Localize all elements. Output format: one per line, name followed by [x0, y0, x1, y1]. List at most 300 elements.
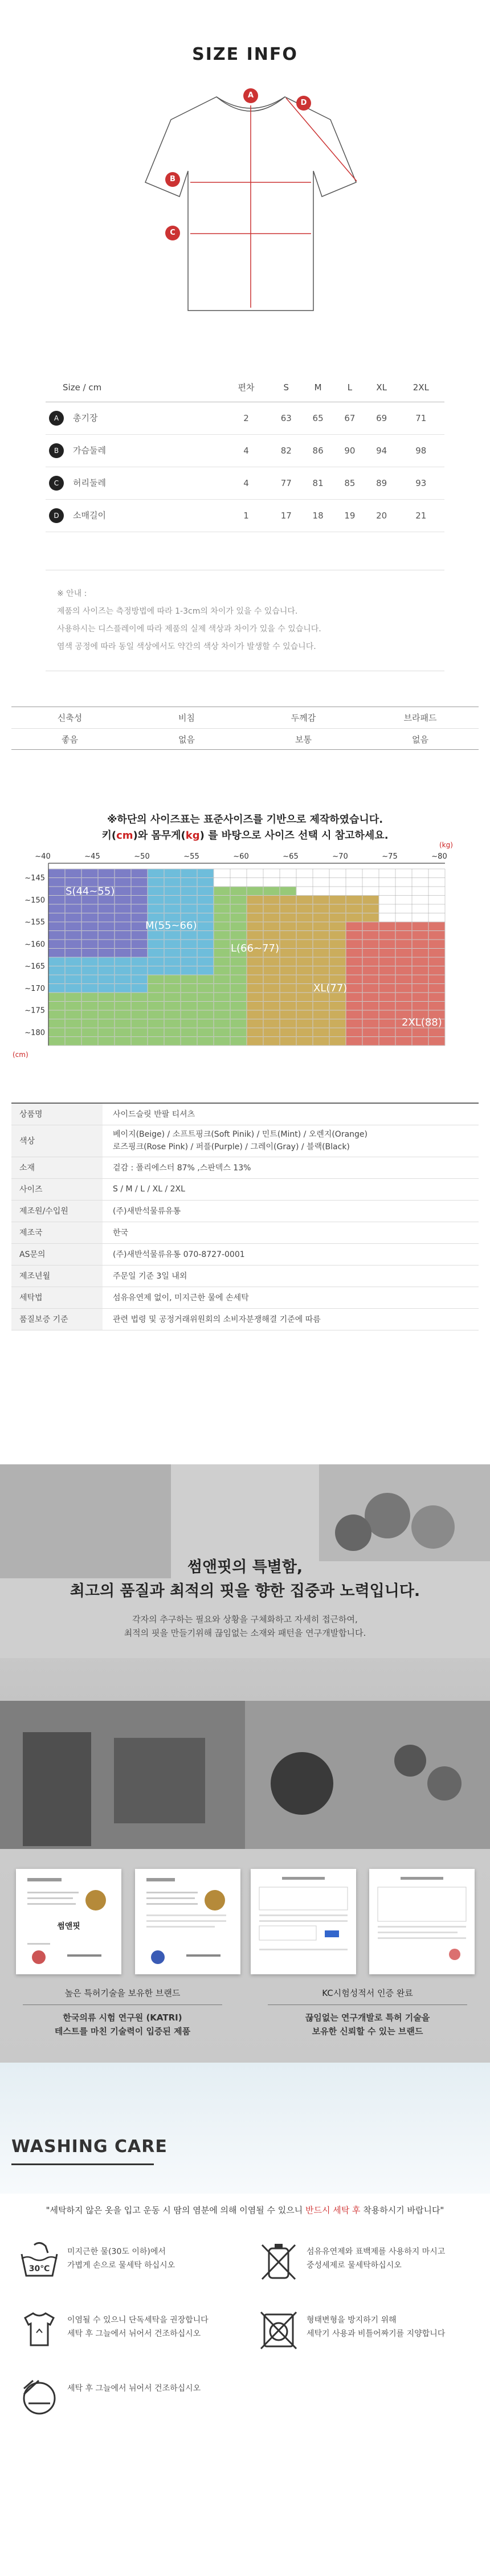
chart-cell — [395, 984, 412, 993]
wash-item-shade-dry — [17, 2376, 245, 2420]
chart-cell — [280, 966, 296, 975]
chart-cell — [48, 949, 65, 958]
chart-cell — [131, 1019, 148, 1028]
chart-cell — [362, 931, 379, 940]
y-tick-label: ~165 — [24, 962, 45, 971]
certificate-brand-name: 썸앤핏 — [57, 1922, 80, 1931]
chart-cell — [214, 1019, 230, 1028]
chart-cell — [346, 975, 362, 984]
chart-cell — [148, 966, 164, 975]
chart-cell — [346, 949, 362, 958]
brand-desc-2: 최적의 핏을 만들기위해 끊임없는 소재와 패턴을 연구개발합니다. — [124, 1628, 366, 1638]
chart-cell — [247, 993, 263, 1002]
chart-cell — [296, 975, 313, 984]
chart-cell — [181, 1002, 197, 1011]
chart-cell — [280, 1019, 296, 1028]
chart-cell — [280, 940, 296, 949]
info-value: (주)새반석물류유통 — [103, 1200, 479, 1222]
patent-caption — [0, 1987, 245, 2038]
feature-value: 없음 — [178, 734, 195, 745]
svg-text:30℃: 30℃ — [28, 2264, 50, 2273]
info-value: 겉감 : 폴리에스터 87% ,스판덱스 13% — [103, 1157, 479, 1178]
chart-cell — [395, 949, 412, 958]
chart-cell — [197, 896, 214, 905]
region-label: 2XL(88) — [402, 1016, 442, 1028]
chart-cell — [362, 904, 379, 913]
info-row — [11, 1222, 479, 1243]
cell: 67 — [334, 402, 366, 434]
kc-caption-title: KC시험성적서 인증 완료 — [322, 1988, 413, 1998]
chart-cell — [395, 1028, 412, 1037]
chart-cell — [81, 940, 98, 949]
info-row — [11, 1200, 479, 1222]
chart-cell — [115, 904, 131, 913]
chart-cell — [181, 993, 197, 1002]
chart-cell — [181, 869, 197, 878]
chart-cell — [214, 949, 230, 958]
chart-cell — [197, 904, 214, 913]
cell: 1 — [222, 499, 271, 532]
chart-cell — [131, 896, 148, 905]
wash-item-text: 미지근한 물(30도 이하)에서 가볍게 손으로 물세탁 하십시오 — [67, 2247, 175, 2270]
chart-cell — [247, 1010, 263, 1019]
chart-cell — [181, 904, 197, 913]
chart-cell — [81, 931, 98, 940]
chart-cell — [197, 966, 214, 975]
chart-cell — [65, 975, 81, 984]
chart-cell — [296, 1019, 313, 1028]
chart-cell — [148, 904, 164, 913]
info-value: 섬유유연제 없이, 미지근한 물에 손세탁 — [103, 1287, 479, 1308]
chart-cell — [197, 869, 214, 878]
chart-cell — [313, 966, 329, 975]
info-row — [11, 1265, 479, 1287]
chart-cell — [197, 1028, 214, 1037]
chart-cell — [65, 1019, 81, 1028]
chart-cell — [428, 922, 445, 931]
chart-cell — [395, 993, 412, 1002]
cell: 77 — [270, 467, 302, 499]
chart-cell — [148, 887, 164, 896]
chart-cell — [48, 1037, 65, 1046]
chart-cell — [164, 975, 181, 984]
chart-cell — [428, 949, 445, 958]
chart-cell — [115, 878, 131, 887]
chart-cell — [98, 913, 115, 922]
chart-cell — [280, 922, 296, 931]
brand-headline-2: 최고의 품질과 최적의 핏을 향한 집중과 노력입니다. — [70, 1582, 420, 1600]
chart-cell — [263, 913, 280, 922]
chart-cell — [280, 1037, 296, 1046]
chart-cell — [263, 1019, 280, 1028]
notes-heading: ※ 안내 : — [57, 589, 87, 598]
chart-cell — [48, 878, 65, 887]
chart-cell — [81, 1002, 98, 1011]
chart-cell — [65, 904, 81, 913]
chart-cell — [48, 913, 65, 922]
chart-cell — [164, 1028, 181, 1037]
chart-cell — [329, 940, 346, 949]
chart-cell — [395, 940, 412, 949]
chart-cell — [48, 887, 65, 896]
chart-cell — [115, 869, 131, 878]
chart-cell — [395, 1037, 412, 1046]
chart-cell — [81, 949, 98, 958]
y-tick-label: ~160 — [24, 940, 45, 949]
chart-cell — [48, 966, 65, 975]
chart-cell — [296, 984, 313, 993]
chart-cell — [329, 1010, 346, 1019]
chart-cell — [48, 922, 65, 931]
chart-cell — [263, 922, 280, 931]
chart-cell — [48, 869, 65, 878]
x-tick-label: ~70 — [332, 852, 348, 861]
point-a-marker: A — [243, 88, 258, 103]
chart-cell — [428, 1002, 445, 1011]
chart-cell — [247, 1028, 263, 1037]
feature-header: 두께감 — [291, 713, 316, 723]
chart-cell — [115, 1019, 131, 1028]
chart-cell — [346, 922, 362, 931]
cell: 69 — [366, 402, 398, 434]
chart-cell — [48, 904, 65, 913]
chart-cell — [263, 984, 280, 993]
row-label: 가슴둘레 — [73, 445, 106, 455]
washing-note: "세탁하지 않은 옷을 입고 운동 시 땀의 염분에 의해 이염될 수 있으니 반드시 세탁 후 착용하시기 바랍니다" — [46, 2205, 444, 2215]
chart-cell — [428, 957, 445, 966]
chart-cell — [313, 931, 329, 940]
table-row — [46, 467, 444, 499]
chart-cell — [164, 1019, 181, 1028]
chart-cell — [197, 1002, 214, 1011]
info-row — [11, 1308, 479, 1330]
chart-cell — [379, 975, 395, 984]
chart-cell — [346, 896, 362, 905]
chart-cell — [181, 1028, 197, 1037]
chart-cell — [65, 949, 81, 958]
chart-cell — [230, 993, 247, 1002]
chart-cell — [346, 1028, 362, 1037]
patent-caption-desc-2: 테스트를 마친 기술력이 입증된 제품 — [54, 2026, 191, 2036]
chart-cell — [131, 904, 148, 913]
chart-cell — [197, 993, 214, 1002]
product-info-table — [11, 1103, 479, 1330]
info-key: 상품명 — [11, 1103, 103, 1125]
chart-cell — [346, 931, 362, 940]
chart-cell — [48, 975, 65, 984]
chart-cell — [296, 940, 313, 949]
x-unit-label: (kg) — [439, 841, 453, 849]
chart-cell — [148, 869, 164, 878]
chart-cell — [362, 949, 379, 958]
chart-cell — [247, 1037, 263, 1046]
chart-cell — [247, 922, 263, 931]
point-b-marker: B — [165, 172, 180, 187]
chart-cell — [280, 913, 296, 922]
chart-cell — [230, 984, 247, 993]
chart-cell — [346, 966, 362, 975]
chart-cell — [214, 1028, 230, 1037]
chart-cell — [329, 957, 346, 966]
chart-cell — [296, 966, 313, 975]
chart-cell — [65, 1010, 81, 1019]
guide-line-1: ※하단의 사이즈표는 표준사이즈를 기반으로 제작하였습니다. — [107, 814, 383, 826]
chart-cell — [115, 896, 131, 905]
chart-cell — [362, 1002, 379, 1011]
chart-cell — [346, 1002, 362, 1011]
chart-cell — [48, 1010, 65, 1019]
wash-item-no-dryer — [256, 2308, 484, 2352]
chart-cell — [346, 957, 362, 966]
kc-test-report-1 — [251, 1869, 356, 1974]
chart-cell — [115, 887, 131, 896]
chart-cell — [214, 1037, 230, 1046]
chart-cell — [296, 922, 313, 931]
brand-headline — [0, 1556, 490, 1640]
chart-cell — [362, 896, 379, 905]
chart-cell — [131, 940, 148, 949]
info-row — [11, 1157, 479, 1178]
chart-cell — [313, 1002, 329, 1011]
chart-cell — [48, 896, 65, 905]
info-key: 제조국 — [11, 1222, 103, 1243]
x-tick-label: ~45 — [84, 852, 100, 861]
chart-cell — [48, 993, 65, 1002]
wash-item-hand-wash — [17, 2239, 245, 2284]
chart-cell — [214, 896, 230, 905]
chart-cell — [362, 922, 379, 931]
info-key: 품질보증 기준 — [11, 1308, 103, 1330]
chart-cell — [115, 993, 131, 1002]
chart-cell — [115, 966, 131, 975]
chart-cell — [329, 1037, 346, 1046]
chart-cell — [148, 1037, 164, 1046]
row-label: 허리둘레 — [73, 477, 106, 488]
chart-cell — [131, 993, 148, 1002]
chart-cell — [164, 1037, 181, 1046]
chart-cell — [65, 966, 81, 975]
chart-cell — [379, 940, 395, 949]
chart-cell — [164, 940, 181, 949]
chart-cell — [280, 957, 296, 966]
chart-cell — [48, 1002, 65, 1011]
info-row — [11, 1243, 479, 1265]
chart-cell — [164, 1010, 181, 1019]
chart-cell — [164, 887, 181, 896]
chart-cell — [247, 913, 263, 922]
header-m: M — [302, 373, 334, 402]
chart-cell — [214, 887, 230, 896]
tshirt-outline — [131, 85, 370, 325]
chart-cell — [346, 913, 362, 922]
info-value: 관련 법령 및 공정거래위원회의 소비자분쟁해결 기준에 따름 — [103, 1308, 479, 1330]
chart-cell — [329, 1028, 346, 1037]
chart-cell — [98, 1028, 115, 1037]
chart-cell — [412, 922, 428, 931]
chart-cell — [280, 904, 296, 913]
chart-cell — [247, 1002, 263, 1011]
chart-cell — [164, 904, 181, 913]
chart-cell — [412, 1002, 428, 1011]
chart-cell — [115, 1010, 131, 1019]
chart-cell — [197, 922, 214, 931]
header-size-cm: Size / cm — [46, 373, 222, 402]
table-row — [46, 499, 444, 532]
note-line: 염색 공정에 따라 동일 색상에서도 약간의 색상 차이가 발생할 수 있습니다. — [57, 642, 316, 651]
chart-cell — [296, 931, 313, 940]
chart-cell — [313, 896, 329, 905]
chart-cell — [379, 931, 395, 940]
cell: 89 — [366, 467, 398, 499]
chart-cell — [428, 1037, 445, 1046]
chart-cell — [263, 887, 280, 896]
chart-cell — [230, 1002, 247, 1011]
chart-cell — [148, 931, 164, 940]
wash-item-text: 섬유유연제와 표백제를 사용하지 마시고 중성세제로 물세탁하십시오 — [307, 2247, 446, 2270]
chart-cell — [214, 957, 230, 966]
chart-cell — [296, 1037, 313, 1046]
chart-cell — [164, 957, 181, 966]
washing-care-title — [0, 2137, 490, 2165]
chart-cell — [263, 966, 280, 975]
chart-cell — [362, 957, 379, 966]
chart-cell — [98, 975, 115, 984]
cell: 94 — [366, 434, 398, 467]
cell: 2 — [222, 402, 271, 434]
row-label: 총기장 — [73, 413, 98, 423]
chart-cell — [362, 1028, 379, 1037]
info-row — [11, 1125, 479, 1157]
info-key: AS문의 — [11, 1243, 103, 1265]
x-tick-label: ~80 — [431, 852, 447, 861]
no-dryer-icon — [256, 2308, 301, 2352]
chart-cell — [131, 1010, 148, 1019]
chart-cell — [362, 975, 379, 984]
chart-cell — [115, 931, 131, 940]
info-key: 세탁법 — [11, 1287, 103, 1308]
chart-cell — [131, 1028, 148, 1037]
patent-certificate-2 — [135, 1869, 240, 1974]
chart-cell — [280, 1010, 296, 1019]
chart-cell — [280, 975, 296, 984]
chart-cell — [197, 1010, 214, 1019]
size-guide-note — [0, 812, 490, 844]
chart-cell — [313, 940, 329, 949]
chart-cell — [214, 1002, 230, 1011]
chart-cell — [230, 1019, 247, 1028]
chart-cell — [230, 887, 247, 896]
chart-cell — [131, 984, 148, 993]
chart-cell — [181, 957, 197, 966]
kc-caption — [245, 1987, 490, 2038]
chart-cell — [65, 1002, 81, 1011]
note-line: 사용하시는 디스플레이에 따라 제품의 실제 색상과 차이가 있을 수 있습니다. — [57, 624, 321, 634]
chart-cell — [98, 869, 115, 878]
chart-cell — [48, 931, 65, 940]
wash-item-text: 이염될 수 있으니 단독세탁을 권장합니다 세탁 후 그늘에서 뉘어서 건조하십시오 — [67, 2316, 209, 2338]
chart-cell — [412, 975, 428, 984]
cell: 18 — [302, 499, 334, 532]
chart-cell — [98, 1019, 115, 1028]
chart-cell — [263, 975, 280, 984]
chart-cell — [98, 1037, 115, 1046]
chart-cell — [313, 913, 329, 922]
chart-cell — [230, 896, 247, 905]
feature-header: 브라패드 — [403, 713, 437, 723]
chart-cell — [263, 1028, 280, 1037]
kc-test-report-2 — [369, 1869, 475, 1974]
chart-cell — [197, 913, 214, 922]
cell: 93 — [398, 467, 444, 499]
chart-cell — [197, 949, 214, 958]
info-value: (주)새반석물류유통 070-8727-0001 — [103, 1243, 479, 1265]
chart-cell — [329, 1002, 346, 1011]
chart-cell — [362, 913, 379, 922]
chart-cell — [115, 1037, 131, 1046]
certificate-image — [135, 1869, 240, 1974]
chart-cell — [412, 984, 428, 993]
chart-cell — [81, 1019, 98, 1028]
chart-cell — [181, 966, 197, 975]
chart-cell — [115, 949, 131, 958]
cell: 86 — [302, 434, 334, 467]
y-unit-label: (cm) — [13, 1051, 28, 1059]
chart-cell — [181, 931, 197, 940]
chart-cell — [263, 1037, 280, 1046]
chart-cell — [164, 869, 181, 878]
patent-certificate-1 — [16, 1869, 121, 1974]
chart-cell — [214, 984, 230, 993]
chart-cell — [214, 904, 230, 913]
cell: 71 — [398, 402, 444, 434]
chart-cell — [230, 966, 247, 975]
chart-cell — [428, 966, 445, 975]
chart-cell — [379, 993, 395, 1002]
chart-cell — [280, 887, 296, 896]
chart-cell — [329, 966, 346, 975]
feature-header: 비침 — [178, 713, 195, 723]
info-value: S / M / L / XL / 2XL — [103, 1178, 479, 1200]
chart-cell — [164, 966, 181, 975]
chart-cell — [65, 957, 81, 966]
chart-cell — [197, 957, 214, 966]
row-label: 소매길이 — [73, 510, 106, 520]
table-row — [46, 402, 444, 434]
chart-cell — [65, 931, 81, 940]
chart-cell — [362, 1019, 379, 1028]
chart-cell — [263, 904, 280, 913]
wash-item-text: 형태변형을 방지하기 위해 세탁기 사용과 비틀어짜기를 지양합니다 — [307, 2316, 446, 2338]
chart-cell — [164, 993, 181, 1002]
chart-cell — [230, 975, 247, 984]
cell: 21 — [398, 499, 444, 532]
row-marker: B — [49, 443, 64, 458]
chart-cell — [379, 1028, 395, 1037]
chart-cell — [214, 1010, 230, 1019]
hand-wash-30-icon — [17, 2239, 62, 2284]
chart-cell — [181, 896, 197, 905]
chart-cell — [296, 957, 313, 966]
cell: 98 — [398, 434, 444, 467]
cell: 90 — [334, 434, 366, 467]
chart-cell — [428, 975, 445, 984]
chart-cell — [247, 957, 263, 966]
chart-cell — [263, 1002, 280, 1011]
chart-cell — [181, 984, 197, 993]
chart-cell — [81, 1010, 98, 1019]
chart-cell — [362, 966, 379, 975]
chart-cell — [81, 913, 98, 922]
